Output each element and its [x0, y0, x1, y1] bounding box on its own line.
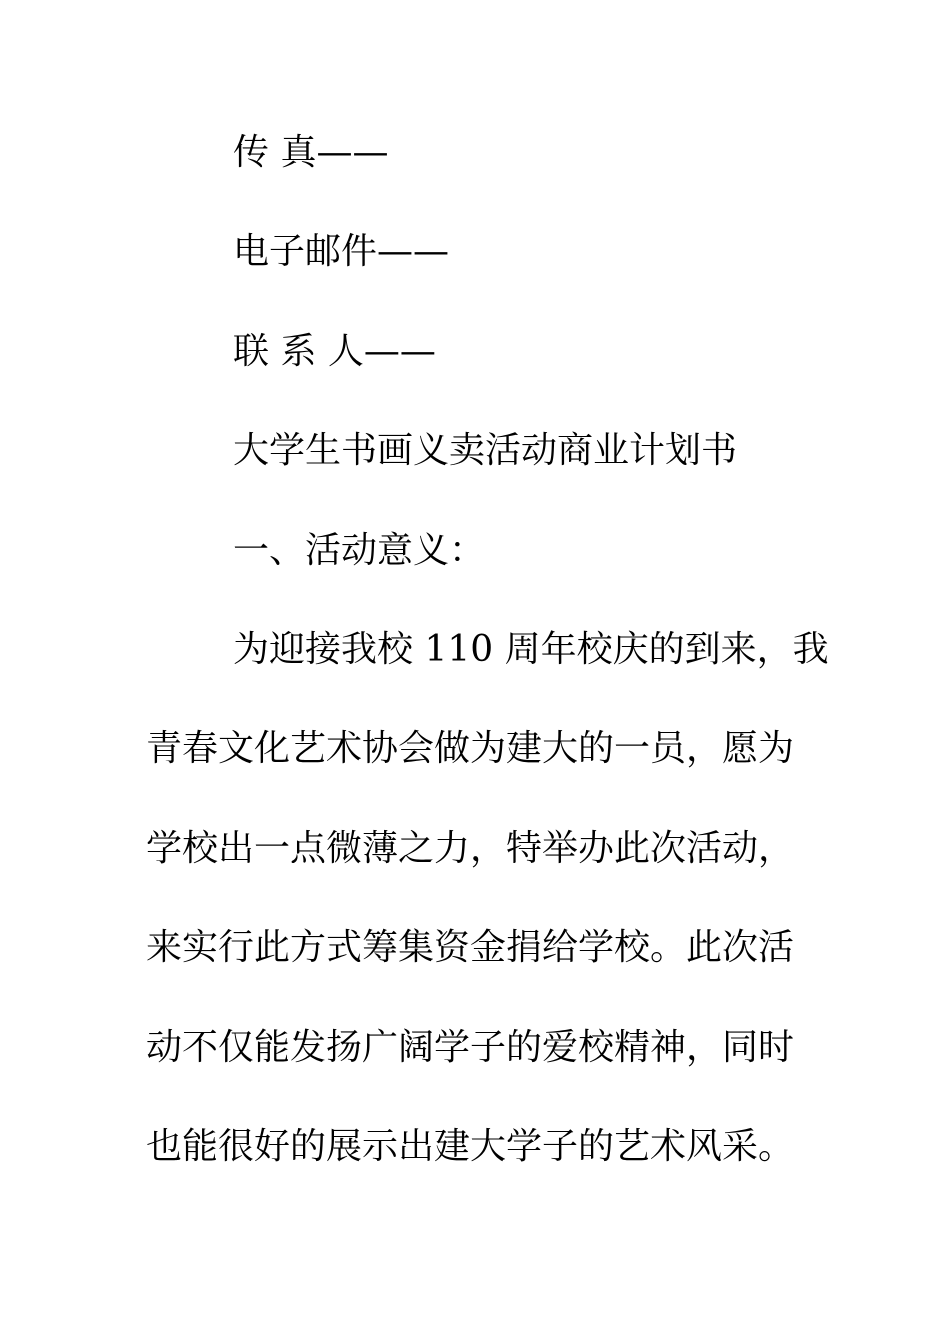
paragraph-line-5: 动不仅能发扬广阔学子的爱校精神，同时 — [146, 1027, 795, 1068]
email-line: 电子邮件—— — [233, 231, 450, 272]
paragraph-line-6: 也能很好的展示出建大学子的艺术风采。 — [146, 1126, 795, 1167]
section-heading: 一、活动意义： — [233, 530, 486, 571]
paragraph-line-1: 为迎接我校 110 周年校庆的到来，我 — [233, 629, 829, 670]
paragraph-line-4: 来实行此方式筹集资金捐给学校。此次活 — [146, 927, 795, 968]
paragraph-line-2: 青春文化艺术协会做为建大的一员，愿为 — [146, 728, 795, 769]
contact-person-line: 联 系 人—— — [233, 331, 436, 372]
fax-line: 传 真—— — [233, 132, 389, 173]
document-title: 大学生书画义卖活动商业计划书 — [233, 430, 738, 471]
paragraph-line-3: 学校出一点微薄之力，特举办此次活动， — [146, 828, 795, 869]
